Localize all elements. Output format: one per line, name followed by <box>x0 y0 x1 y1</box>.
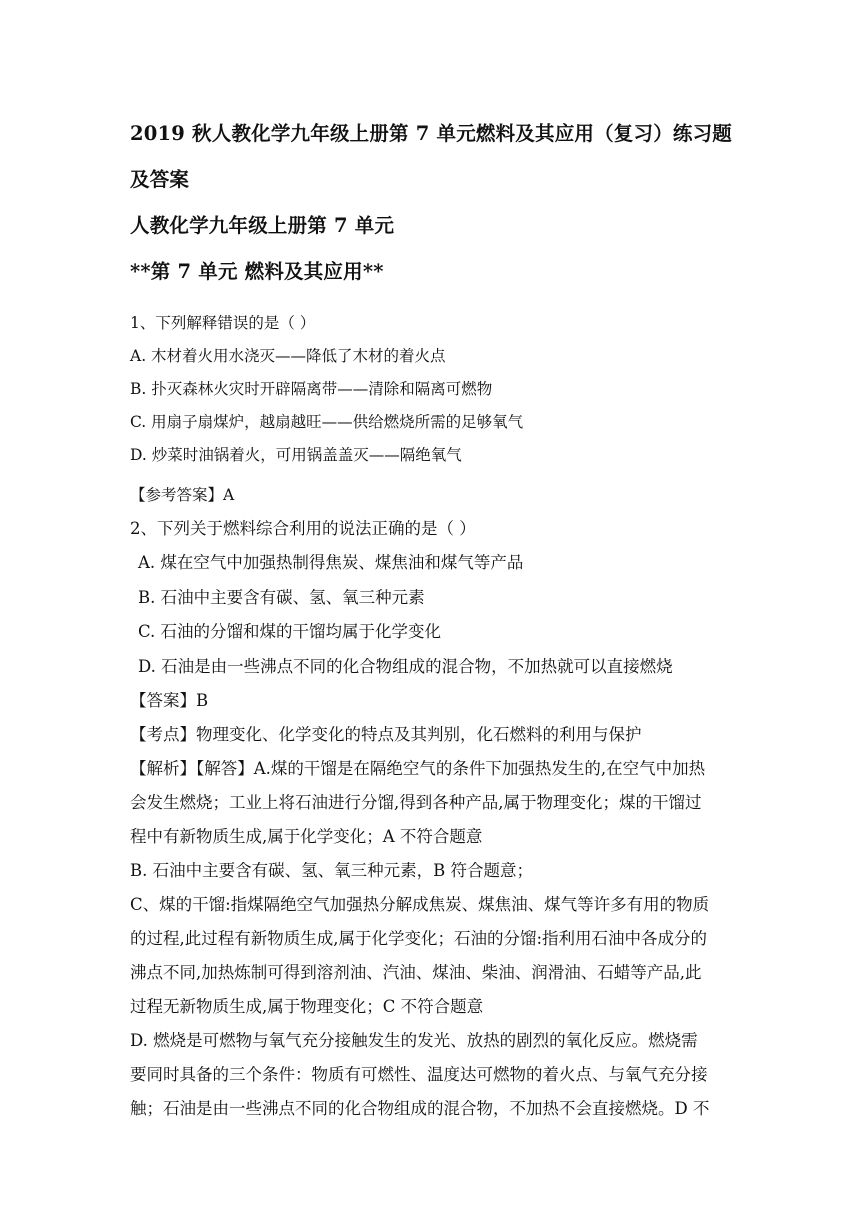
document-title-line-2: 及答案 <box>130 168 190 191</box>
question-1-option-a: A. 木材着火用水浇灭——降低了木材的着火点 <box>130 347 446 365</box>
question-1-option-c: C. 用扇子扇煤炉，越扇越旺——供给燃烧所需的足够氧气 <box>130 413 524 431</box>
analysis-line: 触；石油是由一些沸点不同的化合物组成的混合物，不加热不会直接燃烧。D 不 <box>130 1099 710 1118</box>
analysis-line: 过程无新物质生成,属于物理变化；C 不符合题意 <box>130 997 484 1016</box>
unit-heading: **第 7 单元 燃料及其应用** <box>130 260 384 283</box>
analysis-line: 要同时具备的三个条件：物质有可燃性、温度达可燃物的着火点、与氧气充分接 <box>130 1065 708 1084</box>
question-2-answer: 【答案】B <box>130 691 209 710</box>
question-1-option-b: B. 扑灭森林火灾时开辟隔离带——清除和隔离可燃物 <box>130 380 493 398</box>
analysis-line: B. 石油中主要含有碳、氢、氧三种元素，B 符合题意； <box>130 861 533 880</box>
question-2-option-a: A. 煤在空气中加强热制得焦炭、煤焦油和煤气等产品 <box>138 553 524 572</box>
analysis-line: 【解析】【解答】A.煤的干馏是在隔绝空气的条件下加强热发生的,在空气中加热 <box>130 759 706 778</box>
document-subtitle: 人教化学九年级上册第 7 单元 <box>130 214 395 237</box>
analysis-line: D. 燃烧是可燃物与氧气充分接触发生的发光、放热的剧烈的氧化反应。燃烧需 <box>130 1031 698 1050</box>
question-1-option-d: D. 炒菜时油锅着火，可用锅盖盖灭——隔绝氧气 <box>130 446 462 464</box>
analysis-line: 会发生燃烧；工业上将石油进行分馏,得到各种产品,属于物理变化；煤的干馏过 <box>130 793 702 812</box>
analysis-line: 的过程,此过程有新物质生成,属于化学变化；石油的分馏:指利用石油中各成分的 <box>130 929 708 948</box>
question-1-answer: 【参考答案】A <box>130 486 235 504</box>
analysis-line: 沸点不同,加热炼制可得到溶剂油、汽油、煤油、柴油、润滑油、石蜡等产品,此 <box>130 963 702 982</box>
question-2-option-c: C. 石油的分馏和煤的干馏均属于化学变化 <box>138 622 442 641</box>
question-2-stem: 2、下列关于燃料综合利用的说法正确的是（ ） <box>130 519 476 538</box>
analysis-line: C、煤的干馏:指煤隔绝空气加强热分解成焦炭、煤焦油、煤气等许多有用的物质 <box>130 895 710 914</box>
question-2-option-b: B. 石油中主要含有碳、氢、氧三种元素 <box>138 588 425 607</box>
question-2-kaodian: 【考点】物理变化、化学变化的特点及其判别，化石燃料的利用与保护 <box>130 725 642 744</box>
question-2-option-d: D. 石油是由一些沸点不同的化合物组成的混合物，不加热就可以直接燃烧 <box>138 657 673 676</box>
analysis-line: 程中有新物质生成,属于化学变化；A 不符合题意 <box>130 827 483 846</box>
question-1-stem: 1、下列解释错误的是（ ） <box>130 314 316 332</box>
document-title-line-1: 2019 秋人教化学九年级上册第 7 单元燃料及其应用（复习）练习题 <box>130 122 733 145</box>
